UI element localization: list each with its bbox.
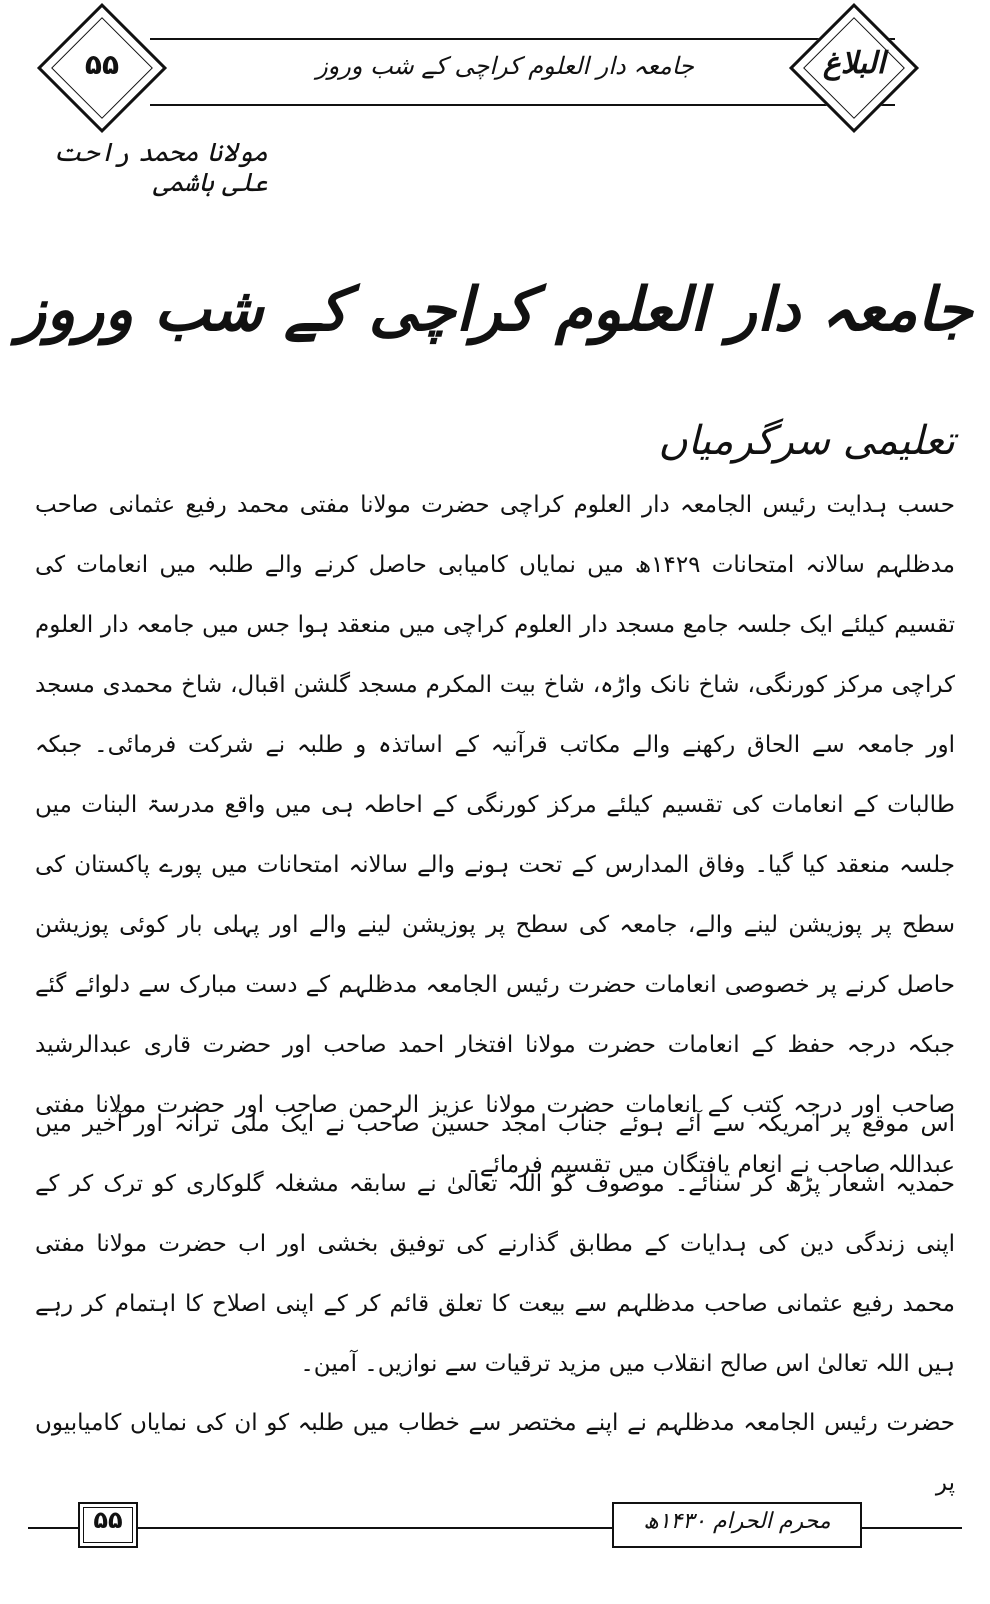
header-rule-top [150, 38, 895, 40]
body-paragraph: حضرت رئیس الجامعہ مدظلہم نے اپنے مختصر سے خطاب میں طلبہ کو ان کی نمایاں کامیابیوں پر [35, 1410, 955, 1496]
header-rule-bottom [150, 104, 895, 106]
page-number-bottom: ۵۵ [93, 1506, 123, 1534]
author-name: مولانا محمد راحت علی ہاشمی [53, 138, 268, 198]
page-number-top: ۵۵ [84, 48, 120, 81]
body-paragraph: حسب ہدایت رئیس الجامعہ دار العلوم کراچی حضرت مولانا مفتی محمد رفیع عثمانی صاحب مدظلہم سالانہ امتحانات ۱۴۲۹ھ میں نمایاں کامیابی حاصل کرنے والے طلبہ میں انعامات کی تقسیم کیلئے ایک جلسہ جامع مسجد دار العلوم کراچی میں منعقد ہوا جس میں جامعہ دار العلوم کراچی مرکز کورنگی، شاخ نانک واڑہ، شاخ بیت المکرم مسجد گلشن اقبال، شاخ محمدی مسجد اور جامعہ سے الحاق رکھنے والے مکاتب قرآنیہ کے اساتذہ و طلبہ نے شرکت فرمائی۔ جبکہ طالبات کے انعامات کی تقسیم کیلئے مرکز کورنگی کے احاطہ ہی میں واقع مدرسۃ البنات میں جلسہ منعقد کیا گیا۔ وفاق المدارس کے تحت ہونے والے سالانہ امتحانات میں پورے پاکستان کی سطح پر پوزیشن لینے والے، جامعہ کی سطح پر پوزیشن لینے والے اور پہلی بار کوئی پوزیشن حاصل کرنے پر خصوصی انعامات حضرت رئیس الجامعہ مدظلہم کے دست مبارک سے دلوائے گئے جبکہ درجہ حفظ کے انعامات حضرت مولانا افتخار احمد صاحب اور حضرت قاری عبدالرشید صاحب اور درجہ کتب کے انعامات حضرت مولانا عزیز الرحمن صاحب اور حضرت مولانا مفتی عبداللہ صاحب نے انعام یافتگان میں تقسیم فرمائے۔ [35, 492, 955, 1178]
running-title: جامعہ دار العلوم کراچی کے شب وروز [316, 52, 694, 80]
section-heading: تعلیمی سرگرمیاں [658, 418, 955, 464]
article-title: جامعہ دار العلوم کراچی کے شب وروز [17, 275, 973, 345]
body-paragraph: اس موقع پر امریکہ سے آئے ہوئے جناب امجد حسین صاحب نے ایک ملی ترانہ اور آخیر میں حمدیہ اشعار پڑھ کر سنائے۔ موصوف کو اللہ تعالیٰ نے سابقہ مشغلہ گلوکاری کو ترک کر کے اپنی زندگی دین کی ہدایات کے مطابق گذارنے کی توفیق بخشی اور اب حضرت مولانا مفتی محمد رفیع عثمانی صاحب مدظلہم سے بیعت کا تعلق قائم کر کے اپنی اصلاح کا اہتمام کر رہے ہیں اللہ تعالیٰ اس صالح انقلاب میں مزید ترقیات سے نوازیں۔ آمین۔ [35, 1111, 955, 1377]
issue-date: محرم الحرام ۱۴۳۰ھ [643, 1509, 831, 1534]
magazine-logo: البلاغ [822, 46, 886, 81]
